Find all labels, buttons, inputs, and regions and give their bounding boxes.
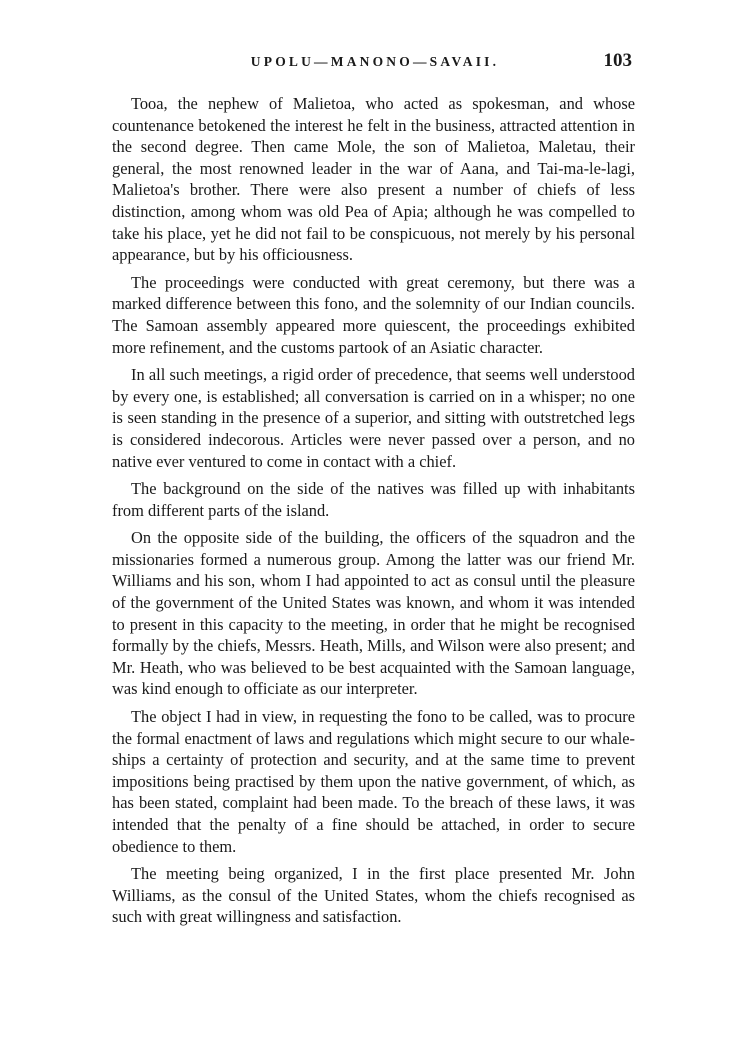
body-text (112, 93, 635, 934)
running-head (0, 50, 750, 80)
paragraph: Tooa, the nephew of Malietoa, who acted as spokesman, and whose countenance betokened the interest he felt in the business, attracted attention in the second degree. Then came Mole, the son of Malietoa, Maletau, their general, the most renowned leader in the war of Aana, and Tai-ma-le-lagi, Malietoa's brother. There were also present a number of chiefs of less distinction, among whom was old Pea of Apia; although he was compelled to take his place, yet he did not fail to be conspicuous, not merely by his personal appearance, but by his officiousness. (112, 94, 635, 265)
running-title: UPOLU—MANONO—SAVAII. (250, 54, 500, 69)
paragraph: In all such meetings, a rigid order of precedence, that seems well understood by every one, is established; all conversation is carried on in a whisper; no one is seen standing in the presence of a superior, and sitting with outstretched legs is considered indecorous. Articles were never passed over a person, and no native ever ventured to come in contact with a chief. (112, 365, 635, 471)
paragraph: The background on the side of the natives was filled up with inhabitants from different parts of the island. (112, 479, 635, 520)
page-number: 103 (603, 50, 632, 71)
paragraph: The meeting being organized, I in the first place presented Mr. John Williams, as the consul of the United States, whom the chiefs recognised as such with great willingness and satisfaction. (112, 864, 635, 927)
paragraph: On the opposite side of the building, the officers of the squadron and the missionaries formed a numerous group. Among the latter was our friend Mr. Williams and his son, whom I had appointed to act as consul until the pleasure of the government of the United States was known, and whom it was intended to present in this capacity to the meeting, in order that he might be recognised formally by the chiefs, Messrs. Heath, Mills, and Wilson were also present; and Mr. Heath, who was believed to be best acquainted with the Samoan language, was kind enough to officiate as our interpreter. (112, 528, 635, 699)
paragraph: The proceedings were conducted with great ceremony, but there was a marked difference between this fono, and the solemnity of our Indian councils. The Samoan assembly appeared more quiescent, the proceedings exhibited more refinement, and the customs partook of an Asiatic character. (112, 272, 635, 357)
paragraph: The object I had in view, in requesting the fono to be called, was to procure the formal enactment of laws and regulations which might secure to our whale-ships a certainty of protection and security, and at the same time to prevent impositions being practised by them upon the native government, of which, as has been stated, complaint had been made. To the breach of these laws, it was intended that the penalty of a fine should be attached, in order to secure obedience to them. (112, 707, 635, 856)
